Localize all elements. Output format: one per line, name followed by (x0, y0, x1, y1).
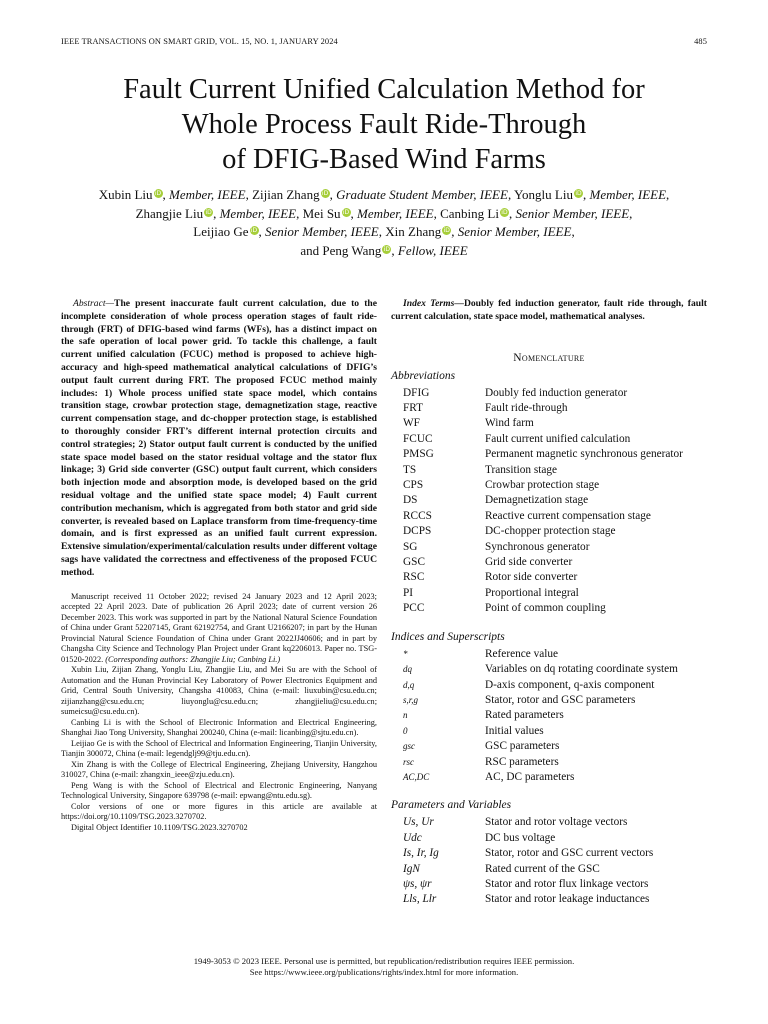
nomenclature-definition: Rotor side converter (485, 571, 578, 584)
author-membership: Member, IEEE (169, 187, 246, 202)
nomenclature-definition: Wind farm (485, 417, 534, 430)
index-row (391, 662, 707, 677)
title-line: Fault Current Unified Calculation Method for (123, 74, 645, 105)
orcid-icon: iD (205, 208, 212, 216)
nomenclature-symbol: PI (403, 586, 414, 599)
corresponding-authors: (Corresponding authors: Zhangjie Liu; Canbing Li.) (105, 654, 281, 664)
author-membership: Fellow, IEEE (397, 242, 468, 258)
parameter-row (391, 862, 707, 877)
nomenclature-title: Nomenclature (513, 351, 585, 364)
author-name: Zhangjie Liu (135, 205, 204, 221)
footnote-paragraph: Digital Object Identifier 10.1109/TSG.2023.3270702 (71, 822, 248, 832)
nomenclature-definition: Doubly fed induction generator (485, 386, 628, 399)
nomenclature-symbol: DS (403, 494, 418, 507)
nomenclature-definition: GSC parameters (485, 740, 560, 753)
parameter-row (391, 815, 707, 830)
author-membership: Senior Member, IEEE (457, 224, 572, 240)
nomenclature-definition: Stator and rotor voltage vectors (485, 816, 628, 829)
nomenclature-definition: RSC parameters (485, 755, 559, 768)
footnote-paragraph: Leijiao Ge is with the School of Electrical and Information Engineering, Tianjin University, Tianjin 300072, China (e-mail: legendglj99@tju.edu.cn). (61, 738, 377, 759)
author-list (50, 186, 718, 260)
abbreviation-row (391, 478, 707, 493)
nomenclature-symbol: s,r,g (403, 694, 419, 705)
nomenclature-symbol: WF (403, 417, 420, 430)
indices-heading: Indices and Superscripts (391, 630, 505, 643)
author-name: Zijian Zhang (252, 187, 320, 202)
index-row (391, 724, 707, 739)
page-number: 485 (694, 37, 707, 46)
index-row (391, 708, 707, 723)
author-name: Yonglu Liu (513, 187, 573, 202)
index-terms (391, 298, 707, 324)
left-column (61, 298, 377, 833)
abbreviation-row (391, 509, 707, 524)
nomenclature-symbol: Udc (403, 831, 422, 844)
author-name: Xubin Liu (98, 187, 153, 202)
nomenclature-definition: Rated parameters (485, 709, 564, 722)
nomenclature-symbol: * (403, 648, 408, 659)
orcid-icon: iD (321, 190, 329, 197)
nomenclature-definition: Fault current unified calculation (485, 432, 631, 445)
orcid-icon: iD (501, 208, 508, 216)
parameter-row (391, 846, 707, 861)
nomenclature-symbol: AC,DC (403, 771, 430, 782)
nomenclature-definition: DC-chopper protection stage (485, 525, 616, 538)
nomenclature-definition: Synchronous generator (485, 540, 590, 553)
abbreviation-row (391, 493, 707, 508)
nomenclature-symbol: gsc (403, 741, 415, 752)
abbreviations-list (391, 386, 707, 617)
nomenclature-definition: Grid side converter (485, 556, 573, 569)
nomenclature-symbol: Us, Ur (403, 816, 434, 829)
nomenclature-symbol: rsc (403, 756, 414, 767)
nomenclature-symbol: n (403, 710, 408, 721)
author-line: Leijiao Ge iD, Senior Member, IEEE, Xin Zhang iD, Senior Member, IEEE, (193, 224, 575, 240)
paper-title (0, 72, 768, 177)
nomenclature-definition: Stator, rotor and GSC parameters (485, 693, 636, 706)
author-name: Leijiao Ge (193, 224, 249, 240)
author-membership: Senior Member, IEEE (265, 224, 379, 240)
parameter-row (391, 877, 707, 892)
nomenclature-definition: Rated current of the GSC (485, 862, 600, 875)
nomenclature-definition: Permanent magnetic synchronous generator (485, 448, 683, 461)
rights-line: See https://www.ieee.org/publications/rights/index.html for more information. (249, 967, 519, 977)
parameters-heading: Parameters and Variables (391, 799, 512, 812)
nomenclature-symbol: PCC (403, 602, 425, 615)
nomenclature-definition: Reference value (485, 647, 559, 660)
nomenclature-symbol: IgN (403, 862, 420, 875)
orcid-icon: iD (575, 190, 582, 197)
nomenclature-definition: Initial values (485, 724, 544, 737)
author-membership: Member, IEEE (219, 205, 297, 221)
nomenclature-symbol: 0 (403, 725, 408, 736)
abstract-label: Abstract— (73, 298, 115, 309)
abbreviation-row (391, 447, 707, 462)
nomenclature-symbol: ψs, ψr (403, 877, 432, 890)
right-column (391, 298, 707, 908)
copyright-line: 1949-3053 © 2023 IEEE. Personal use is permitted, but republication/redistribution requires IEEE permission. (193, 956, 575, 966)
abbreviation-row (391, 540, 707, 555)
index-row (391, 693, 707, 708)
indices-list (391, 647, 707, 786)
nomenclature-definition: Fault ride-through (485, 402, 568, 414)
abbreviation-row (391, 570, 707, 585)
orcid-icon: iD (443, 227, 450, 235)
index-row (391, 647, 707, 662)
abbreviations-heading: Abbreviations (391, 369, 456, 382)
nomenclature-symbol: dq (403, 664, 412, 675)
abstract (61, 298, 377, 580)
running-header (61, 37, 707, 46)
nomenclature-definition: Reactive current compensation stage (485, 509, 651, 522)
nomenclature-symbol: GSC (403, 556, 425, 569)
nomenclature-definition: DC bus voltage (485, 831, 556, 844)
footnote-paragraph: Xubin Liu, Zijian Zhang, Yonglu Liu, Zhangjie Liu, and Mei Su are with the School of Automation and the Hunan Provincial Key Laboratory of Power Electronics Equipment and Grid, Central South University, Changsha 410083, China (e-mail: liuxubin@csu.edu.cn; zijianzhang@csu.edu.cn; liuyonglu@csu.edu.cn; zhangjieliu@csu.edu.cn; sumeicsu@csu.edu.cn). (61, 665, 377, 717)
parameters-list (391, 815, 707, 907)
nomenclature-symbol: Is, Ir, Ig (403, 847, 439, 860)
nomenclature-definition: Crowbar protection stage (485, 479, 600, 492)
journal-info: IEEE TRANSACTIONS ON SMART GRID, VOL. 15, NO. 1, JANUARY 2024 (61, 37, 338, 46)
nomenclature-symbol: RCCS (403, 509, 432, 522)
abbreviation-row (391, 416, 707, 431)
nomenclature-symbol: SG (403, 540, 418, 553)
index-terms-text: Doubly fed induction generator, fault ride through, fault current calculation, state space model, mathematical analyses. (391, 298, 707, 322)
index-row (391, 739, 707, 754)
author-name: and Peng Wang (300, 242, 382, 258)
footnote-paragraph: Peng Wang is with the School of Electrical and Electronic Engineering, Nanyang Technological University, Singapore 639798 (e-mail: epwang@ntu.edu.sg). (61, 780, 377, 801)
title-line: Whole Process Fault Ride-Through (181, 109, 587, 140)
index-terms-label: Index Terms— (403, 298, 464, 309)
nomenclature-symbol: PMSG (403, 448, 434, 461)
nomenclature-definition: Stator and rotor leakage inductances (485, 893, 650, 906)
author-membership: Senior Member, IEEE (515, 205, 630, 221)
nomenclature-symbol: FCUC (403, 432, 433, 445)
author-line: Zhangjie Liu iD, Member, IEEE, Mei Su iD, Member, IEEE, Canbing Li iD, Senior Member, IEEE, (135, 205, 633, 221)
author-line: and Peng Wang iD, Fellow, IEEE (300, 242, 468, 258)
author-membership: Graduate Student Member, IEEE (336, 187, 508, 202)
nomenclature-definition: Demagnetization stage (485, 494, 589, 507)
author-membership: Member, IEEE (357, 205, 434, 221)
nomenclature-symbol: Lls, Llr (403, 893, 437, 906)
nomenclature-definition: Point of common coupling (485, 602, 606, 615)
nomenclature-symbol: RSC (403, 571, 425, 584)
author-name: Canbing Li (440, 205, 499, 221)
abbreviation-row (391, 601, 707, 616)
nomenclature-symbol: FRT (403, 402, 424, 414)
nomenclature-definition: Stator and rotor flux linkage vectors (485, 877, 649, 890)
nomenclature-symbol: DCPS (403, 525, 432, 538)
orcid-icon: iD (383, 245, 391, 253)
orcid-icon: iD (154, 190, 162, 197)
parameter-row (391, 892, 707, 907)
abbreviation-row (391, 432, 707, 447)
author-name: Xin Zhang (385, 224, 442, 240)
abbreviation-row (391, 524, 707, 539)
nomenclature-symbol: d,q (403, 679, 415, 690)
abbreviation-row (391, 555, 707, 570)
nomenclature-symbol: TS (403, 463, 417, 476)
author-line: Xubin Liu iD, Member, IEEE, Zijian Zhang iD, Graduate Student Member, IEEE, Yonglu Liu iD, Member, IEEE, (98, 187, 670, 202)
index-row (391, 678, 707, 693)
copyright-footer (0, 956, 768, 978)
footnote-paragraph: Color versions of one or more figures in this article are available at https://doi.org/10.1109/TSG.2023.3270702. (61, 801, 377, 822)
index-row (391, 770, 707, 785)
parameter-row (391, 831, 707, 846)
manuscript-notes (61, 592, 377, 834)
abbreviation-row (391, 401, 707, 416)
author-membership: Member, IEEE (589, 187, 667, 202)
footnote-paragraph: Manuscript received 11 October 2022; revised 24 January 2023 and 12 April 2023; accepted 22 April 2023. Date of publication 26 April 2023; date of current version 26 December 2023. This work was supported in part by the National Natural Science Foundation of China under Grant 52207145, Grant 62192754, and Grant U2166207; in part by the Hunan Provincial Natural Science Foundation of China under Grant 2022JJ40606; and in part by Changsha City Science and Technology Plan Project under Grant kq2206013. Paper no. TSG-01520-2022. (Corresponding authors: Zhangjie Liu; Canbing Li.) (61, 591, 377, 664)
nomenclature-definition: Proportional integral (485, 586, 579, 599)
abbreviation-row (391, 586, 707, 601)
nomenclature-definition: Transition stage (485, 463, 558, 476)
footnote-paragraph: Xin Zhang is with the College of Electrical Engineering, Zhejiang University, Hangzhou 310027, China (e-mail: zhangxin_ieee@zju.edu.cn). (61, 759, 377, 780)
author-name: Mei Su (302, 205, 341, 221)
nomenclature-symbol: DFIG (403, 386, 430, 399)
nomenclature-definition: Stator, rotor and GSC current vectors (485, 847, 654, 860)
nomenclature-symbol: CPS (403, 479, 424, 492)
orcid-icon: iD (250, 227, 258, 235)
nomenclature-definition: Variables on dq rotating coordinate system (485, 663, 678, 676)
orcid-icon: iD (342, 208, 350, 216)
index-row (391, 755, 707, 770)
abbreviation-row (391, 463, 707, 478)
nomenclature-definition: D-axis component, q-axis component (485, 678, 655, 691)
footnote-paragraph: Canbing Li is with the School of Electronic Information and Electrical Engineering, Shanghai Jiao Tong University, Shanghai 200240, China (e-mail: licanbing@sjtu.edu.cn). (61, 717, 377, 738)
title-line: of DFIG-Based Wind Farms (222, 144, 546, 175)
abbreviation-row (391, 386, 707, 401)
nomenclature-definition: AC, DC parameters (485, 770, 575, 783)
abstract-text: The present inaccurate fault current calculation, due to the incomplete consideration of whole process operation stages of fault ride-through (FRT) of DFIG-based wind farms (WFs), has a distinct impact on the safe operation of local power grid. To tackle this challenge, a fault current unified calculation (FCUC) method is proposed to achieve high-accuracy and high-speed mathematical analytical calculations of DFIG’s output fault current during FRT. The proposed FCUC method mainly includes: 1) Whole process unified state space model, which contains transition stage, crowbar protection stage, demagnetization stage, reactive current compensation stage, and dc-chopper protection stage, is established to thoroughly consider FRT’s different internal protection circuits and control strategies; 2) Stator output fault current is conducted by the unified state space model based on the stator residual voltage and the stator flux linkage; 3) Grid side converter (GSC) output fault current, which considers both injection mode and absorption mode, is developed based on the grid residual voltage and the unified state space model; 4) Fault current contribution mechanism, which is aggregated from both stator and grid side converter, is revealed based on Laplace transform from time-frequency-time domain, and is first expressed as an unified fault current expression. Extensive simulation/experimental/calculation results under different voltage sags have validated the correctness and effectiveness of the proposed FCUC method. (61, 298, 377, 578)
